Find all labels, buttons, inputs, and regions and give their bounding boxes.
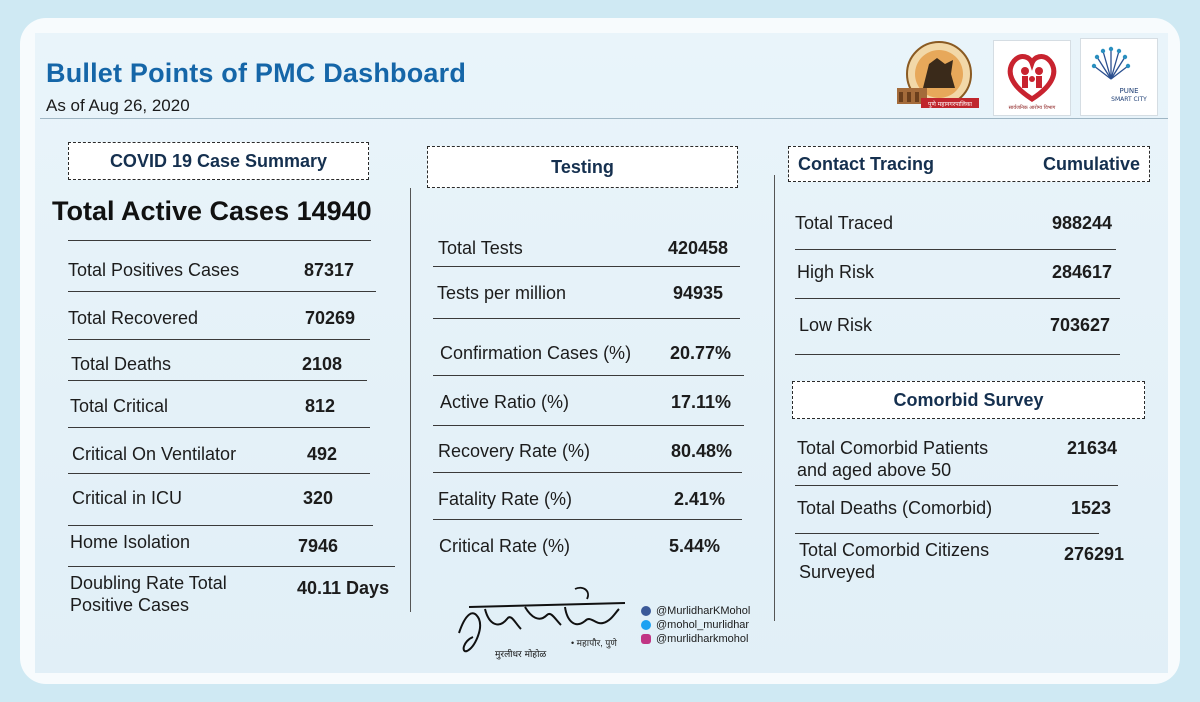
testing-row-label: Fatality Rate (%) [438, 489, 573, 509]
contact-tracing-heading [788, 146, 1150, 182]
row-divider [68, 566, 395, 567]
contact-row-label: Low Risk [799, 315, 873, 335]
comorbid-survey-heading: Comorbid Survey [792, 381, 1145, 419]
covid-row-label: Total Critical [70, 396, 169, 416]
testing-row-value: 2.41% [674, 489, 726, 509]
social-instagram[interactable] [641, 633, 748, 645]
testing-row-label: Critical Rate (%) [439, 536, 571, 556]
signature-text: मुरलीधर मोहोळ [495, 650, 547, 660]
contact-row-value: 988244 [1052, 213, 1113, 233]
contact-row-label: Total Traced [795, 213, 894, 233]
covid-summary-heading: COVID 19 Case Summary [68, 142, 369, 180]
cumulative-label: Cumulative [1042, 153, 1140, 174]
row-divider [68, 240, 371, 241]
covid-row-label: Total Positives Cases [68, 260, 240, 280]
testing-row-label: Recovery Rate (%) [438, 441, 591, 461]
row-divider [795, 533, 1099, 534]
row-divider [433, 375, 744, 376]
report-date: As of Aug 26, 2020 [46, 96, 190, 115]
covid-row-label: Total Deaths [71, 354, 172, 374]
row-divider [68, 525, 373, 526]
contact-row-label: High Risk [797, 262, 875, 282]
testing-row-label: Tests per million [437, 283, 567, 303]
covid-row-value: 2108 [302, 354, 343, 374]
comorbid-row-value: 276291 [1064, 544, 1125, 564]
contact-row-value: 284617 [1052, 262, 1113, 282]
testing-heading: Testing [427, 146, 738, 188]
twitter-icon [641, 620, 651, 630]
facebook-icon [641, 606, 651, 616]
covid-row-value: 7946 [298, 536, 339, 556]
title-divider [40, 118, 1168, 119]
testing-row-label: Confirmation Cases (%) [440, 343, 632, 363]
facebook-handle: @MurlidharKMohol [656, 605, 751, 617]
column-divider-left [410, 188, 411, 612]
instagram-icon [641, 634, 651, 644]
health-department-logo [993, 40, 1071, 116]
covid-row-label: Doubling Rate Total Positive Cases [70, 573, 227, 615]
row-divider [68, 427, 370, 428]
testing-row-value: 17.11% [671, 392, 732, 412]
testing-row-value: 94935 [673, 283, 724, 303]
comorbid-row-label: Total Comorbid Patients and aged above 50 [797, 438, 989, 480]
testing-row-value: 5.44% [669, 536, 721, 556]
social-twitter[interactable] [641, 619, 749, 631]
comorbid-row-label: Total Comorbid Citizens Surveyed [799, 540, 990, 582]
comorbid-row-value: 1523 [1071, 498, 1112, 518]
health-dept-text: सार्वजनिक आरोग्य विभाग [1008, 105, 1056, 111]
row-divider [433, 472, 742, 473]
smart-city-pune: PUNE [1119, 87, 1139, 95]
contact-tracing-title: Contact Tracing [798, 153, 935, 174]
column-divider-right [774, 175, 775, 621]
comorbid-row-value: 21634 [1067, 438, 1118, 458]
covid-row-value: 87317 [304, 260, 355, 280]
covid-row-label: Home Isolation [70, 532, 191, 552]
comorbid-row-label: Total Deaths (Comorbid) [797, 498, 993, 518]
row-divider [68, 339, 370, 340]
row-divider [68, 291, 376, 292]
total-active-cases: Total Active Cases 14940 [52, 196, 372, 226]
contact-row-value: 703627 [1050, 315, 1111, 335]
instagram-handle: @murlidharkmohol [656, 633, 749, 645]
pmc-logo [893, 38, 983, 114]
smart-city-label: SMART CITY [1111, 96, 1147, 103]
social-facebook[interactable] [641, 605, 750, 617]
covid-row-label: Critical in ICU [72, 488, 183, 508]
mayor-title: • महापौर, पुणे [571, 638, 617, 648]
pmc-seal-text: पुणे महानगरपालिका [928, 101, 972, 108]
page-title: Bullet Points of PMC Dashboard [46, 58, 467, 88]
covid-row-label: Total Recovered [68, 308, 199, 328]
twitter-handle: @mohol_murlidhar [656, 619, 750, 631]
row-divider [795, 249, 1116, 250]
covid-row-value: 492 [307, 444, 338, 464]
testing-row-label: Active Ratio (%) [440, 392, 570, 412]
row-divider [795, 354, 1120, 355]
row-divider [433, 266, 740, 267]
row-divider [795, 298, 1120, 299]
smart-city-logo [1080, 38, 1158, 116]
covid-row-label: Critical On Ventilator [72, 444, 237, 464]
row-divider [68, 473, 370, 474]
testing-row-label: Total Tests [438, 238, 523, 258]
testing-row-value: 20.77% [670, 343, 732, 363]
covid-row-value: 320 [303, 488, 334, 508]
covid-row-value: 812 [305, 396, 336, 416]
row-divider [433, 519, 742, 520]
covid-row-value: 40.11 Days [297, 578, 390, 598]
row-divider [433, 425, 744, 426]
row-divider [433, 318, 740, 319]
testing-row-value: 420458 [668, 238, 729, 258]
row-divider [795, 485, 1118, 486]
testing-row-value: 80.48% [671, 441, 733, 461]
covid-row-value: 70269 [305, 308, 356, 328]
row-divider [68, 380, 367, 381]
